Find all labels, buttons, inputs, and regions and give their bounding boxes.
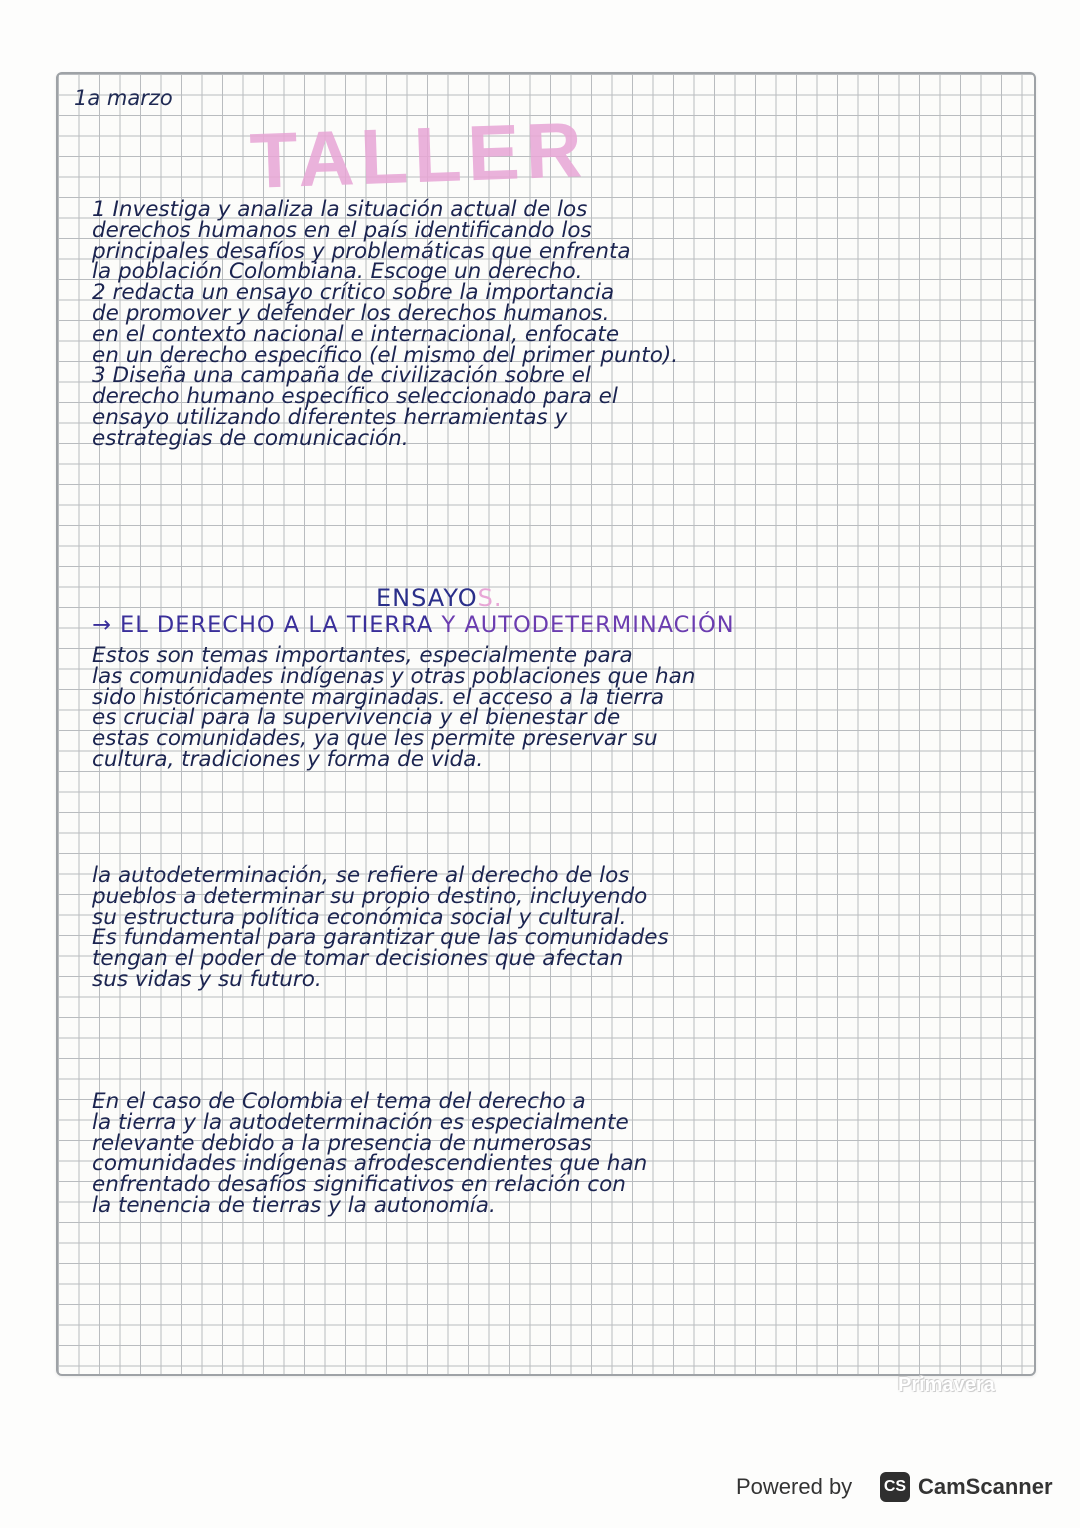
essay-paragraph-2: [92, 863, 972, 992]
paragraph-line: es crucial para la supervivencia y el bienestar de: [92, 705, 621, 731]
paragraph-line: Es fundamental para garantizar que las comunidades: [92, 925, 669, 951]
paragraph-line: su estructura política económica social y cultural.: [92, 904, 627, 930]
instruction-line: principales desafíos y problemáticas que enfrenta: [92, 238, 631, 264]
page-title: TALLER: [248, 105, 590, 205]
instruction-line: derechos humanos en el país identificando los: [92, 217, 592, 243]
instruction-line: en un derecho específico (el mismo del primer punto).: [92, 342, 679, 368]
paragraph-line: la tenencia de tierras y la autonomía.: [92, 1192, 496, 1218]
instruction-line: 2 redacta un ensayo crítico sobre la importancia: [92, 280, 615, 306]
instruction-line: 1 Investiga y analiza la situación actual de los: [92, 197, 588, 222]
instruction-line: la población Colombiana. Escoge un derecho.: [92, 259, 583, 285]
instruction-line: en el contexto nacional e internacional, enfocate: [92, 321, 620, 347]
instruction-line: 3 Diseña una campaña de civilización sobre el: [92, 363, 591, 389]
paragraph-line: comunidades indígenas afrodescendientes que han: [92, 1151, 648, 1177]
camscanner-name: CamScanner: [918, 1474, 1053, 1499]
instructions-block: [92, 197, 972, 451]
paragraph-line: las comunidades indígenas y otras poblaciones que han: [92, 663, 696, 689]
paragraph-line: estas comunidades, ya que les permite preservar su: [92, 726, 658, 752]
paragraph-line: pueblos a determinar su propio destino, incluyendo: [92, 883, 648, 909]
paragraph-line: relevante debido a la presencia de numerosas: [92, 1130, 592, 1156]
paragraph-line: En el caso de Colombia el tema del derecho a: [92, 1089, 586, 1114]
paragraph-line: enfrentado desafíos significativos en relación con: [92, 1172, 626, 1198]
paragraph-line: la tierra y la autodeterminación es especialmente: [92, 1109, 629, 1135]
essay-paragraph-1: [92, 643, 972, 772]
section-heading: ENSAYOS.: [376, 584, 503, 612]
camscanner-icon: CS: [880, 1472, 910, 1502]
paragraph-line: sus vidas y su futuro.: [92, 966, 322, 992]
instruction-line: de promover y defender los derechos humanos.: [92, 300, 610, 326]
paragraph-line: sido históricamente marginadas. el acceso a la tierra: [92, 684, 665, 710]
instruction-line: derecho humano específico seleccionado para el: [92, 384, 618, 410]
instruction-line: ensayo utilizando diferentes herramientas y: [92, 404, 568, 430]
paragraph-line: tengan el poder de tomar decisiones que afectan: [92, 946, 624, 972]
powered-by-label: Powered by: [736, 1474, 853, 1499]
paragraph-line: la autodeterminación, se refiere al derecho de los: [92, 863, 630, 888]
essay-paragraph-3: [92, 1089, 972, 1218]
page-date: 1a marzo: [74, 86, 173, 110]
notebook-brand-logo: Primavera: [898, 1374, 995, 1396]
instruction-line: estrategias de comunicación.: [92, 425, 409, 451]
essay-title: → EL DERECHO A LA TIERRA Y AUTODETERMINACIÓN: [92, 612, 735, 638]
paragraph-line: Estos son temas importantes, especialmente para: [92, 643, 633, 668]
paragraph-line: cultura, tradiciones y forma de vida.: [92, 746, 484, 772]
